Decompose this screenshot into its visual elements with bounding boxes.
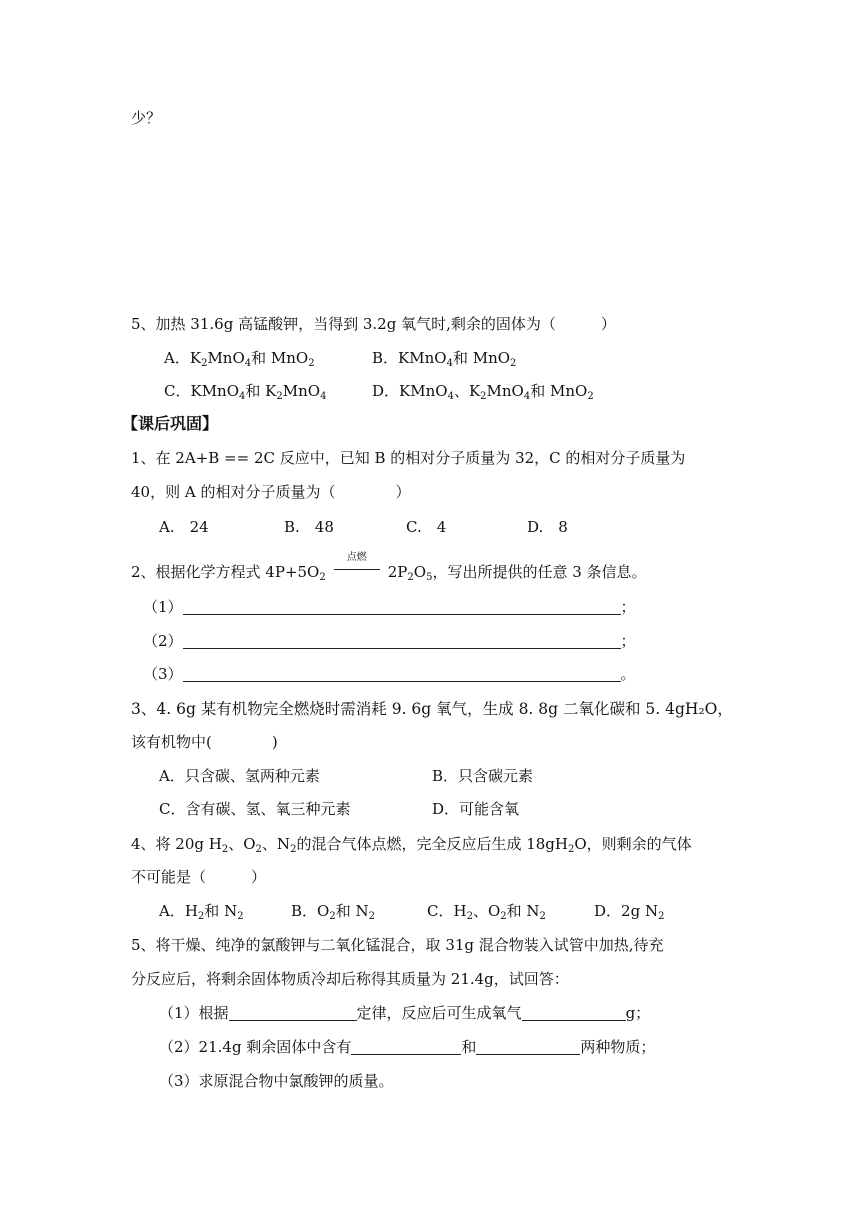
q3-option-a[interactable]: A．只含碳、氢两种元素 (159, 767, 320, 785)
q2-blank-3-row: （3） 。 (143, 665, 636, 683)
q4-option-b[interactable]: B．$O_2$和 $N_2$ (291, 902, 375, 922)
q1-option-c[interactable]: C. 4 (406, 518, 447, 536)
q4-option-a[interactable]: A．$H_2$和 $N_2$ (159, 902, 244, 922)
q5a-option-c[interactable]: C．KMnO$_4$和 $K_2MnO_4$ (164, 382, 327, 402)
q5b-blank-substance-1[interactable] (351, 1038, 461, 1055)
q3-option-c[interactable]: C．含有碳、氢、氧三种元素 (159, 800, 351, 818)
q5b-sub2: （2）21.4g 剩余固体中含有 和 两种物质； (159, 1038, 656, 1056)
q4-line1: 4、将 20g $H_2$、$O_2$、$N_2$的混合气体点燃，完全反应后生成 $18gH_2O$，则剩余的气体 (131, 835, 692, 855)
q5a-option-a[interactable]: A．$K_2MnO_4$和 MnO$_2$ (164, 349, 315, 369)
q2-blank-1-row: （1） ； (143, 598, 636, 616)
q5b-blank-substance-2[interactable] (476, 1038, 580, 1055)
q5b-line1: 5、将干燥、纯净的氯酸钾与二氧化锰混合，取 31g 混合物装入试管中加热,待充 (131, 936, 664, 954)
q2-stem: 2、根据化学方程式 $4P+5O_2$ 点燃 $2P_2O_5$，写出所提供的任意 3 条信息。 (131, 561, 647, 582)
q4-option-c[interactable]: C．$H_2$、$O_2$和 $N_2$ (427, 902, 546, 922)
q4-option-d[interactable]: D．2g $N_2$ (594, 902, 665, 922)
reaction-condition: 点燃 (346, 552, 367, 563)
reaction-arrow (334, 552, 380, 575)
q5b-blank-oxygen-mass[interactable] (522, 1004, 626, 1021)
section-title: 【课后巩固】 (122, 414, 219, 433)
q5a-option-d[interactable]: D．KMnO$_4$、$K_2MnO_4$和 MnO$_2$ (372, 382, 594, 402)
q1-option-d[interactable]: D. 8 (527, 518, 568, 536)
q3-option-d[interactable]: D．可能含氧 (432, 800, 520, 818)
q5b-sub3: （3）求原混合物中氯酸钾的质量。 (159, 1072, 394, 1090)
q2-blank-1[interactable] (183, 598, 621, 615)
prev-question-tail: 少？ (131, 109, 162, 127)
q5a-option-b[interactable]: B．KMnO$_4$和 MnO$_2$ (372, 349, 517, 369)
q1-line1: 1、在 2A+B == 2C 反应中，已知 B 的相对分子质量为 32，C 的相对分子质量为 (131, 449, 686, 467)
q3-option-b[interactable]: B．只含碳元素 (432, 767, 534, 785)
q3-line2: 该有机物中( ) (131, 733, 278, 751)
q1-option-a[interactable]: A. 24 (159, 518, 209, 536)
q1-line2: 40，则 A 的相对分子质量为（ ） (131, 483, 411, 501)
q5a-stem: 5、加热 31.6g 高锰酸钾，当得到 3.2g 氧气时,剩余的固体为（ ） (131, 315, 616, 333)
q2-blank-2[interactable] (183, 632, 621, 649)
q5b-sub1: （1）根据 定律，反应后可生成氧气 g； (159, 1004, 651, 1022)
q2-blank-2-row: （2） ； (143, 632, 636, 650)
q2-blank-3[interactable] (183, 665, 621, 682)
q5b-line2: 分反应后，将剩余固体物质冷却后称得其质量为 21.4g，试回答： (131, 970, 569, 988)
q3-line1: 3、4. 6g 某有机物完全燃烧时需消耗 9. 6g 氧气，生成 8. 8g 二氧化碳和 5. 4gH₂O， (131, 700, 733, 718)
q1-option-b[interactable]: B. 48 (284, 518, 334, 536)
q5b-blank-law[interactable] (229, 1004, 357, 1021)
q4-line2: 不可能是（ ） (131, 868, 267, 886)
